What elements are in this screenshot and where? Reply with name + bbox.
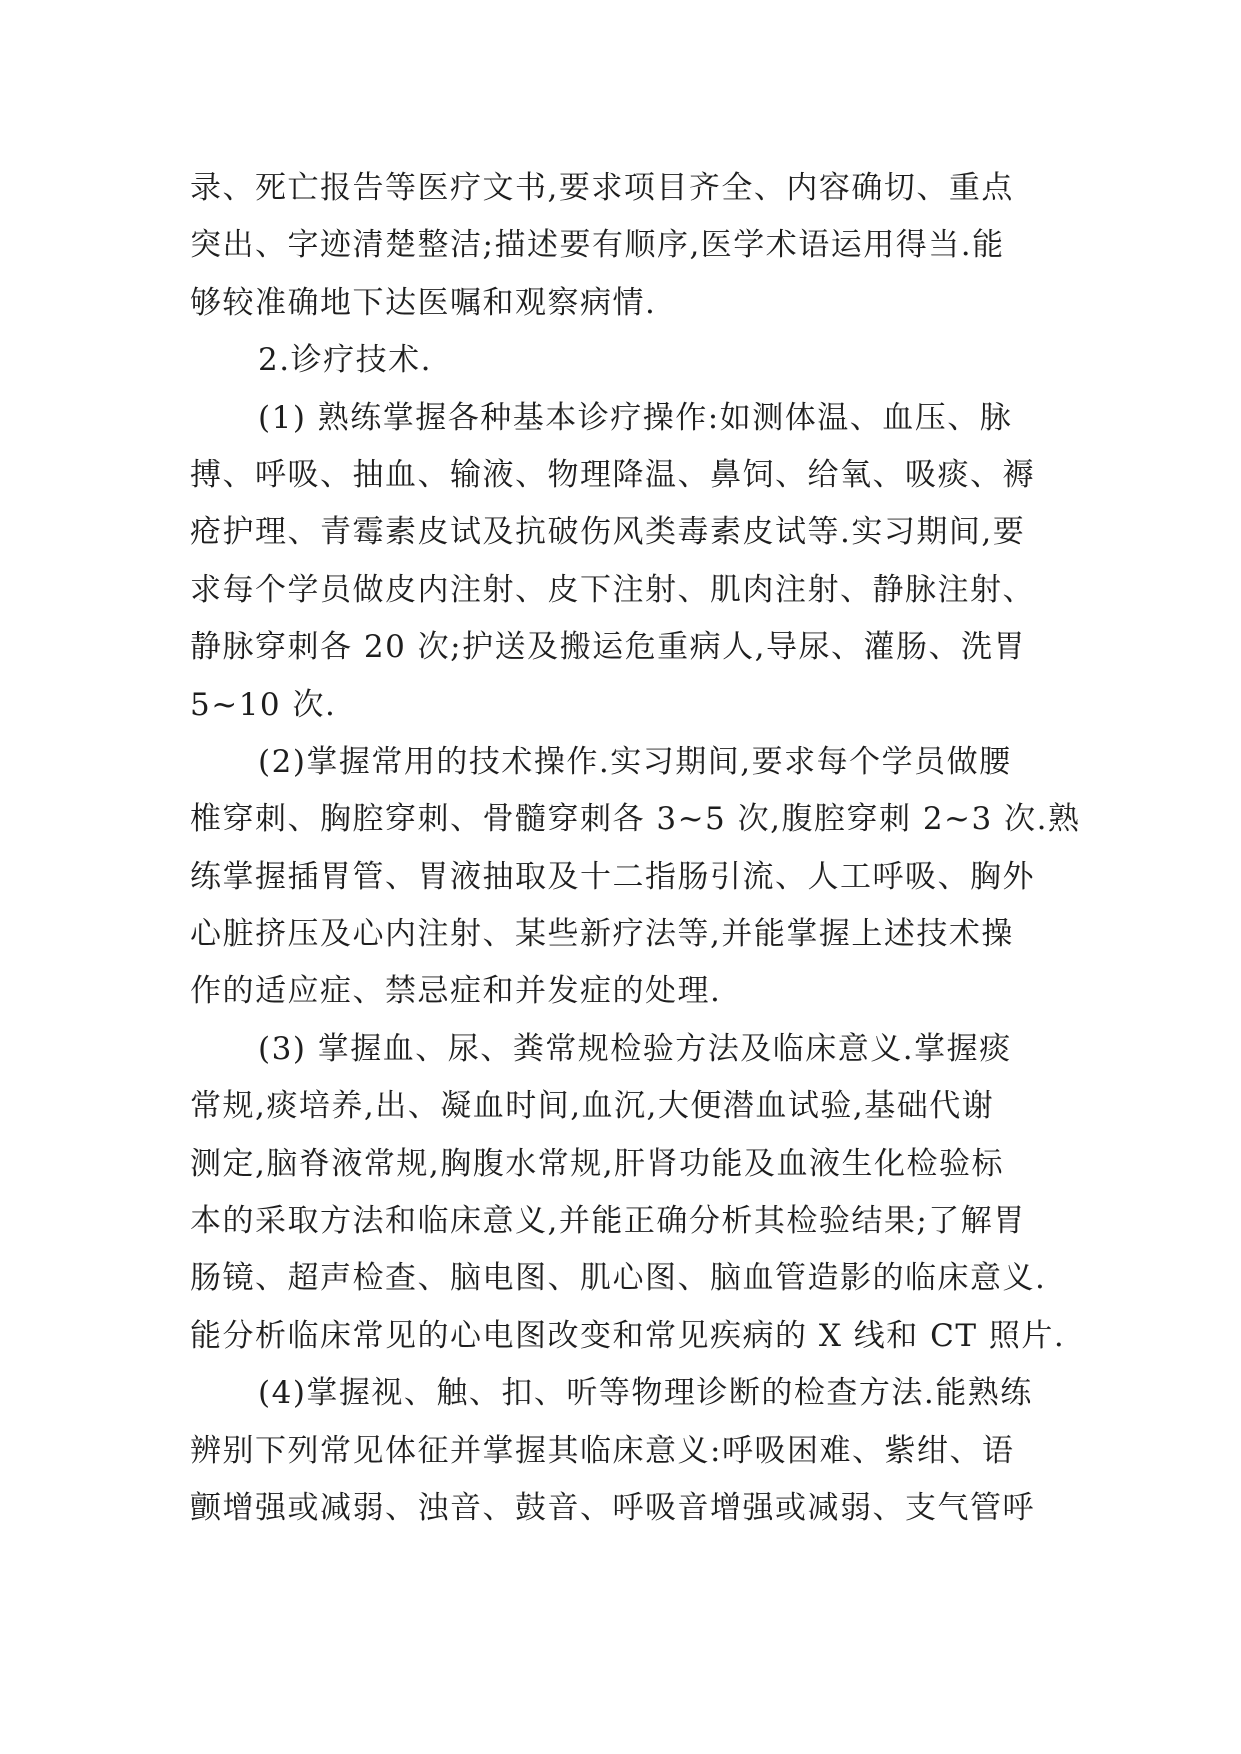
text-line: 本的采取方法和临床意义,并能正确分析其检验结果;了解胃	[190, 1203, 1026, 1240]
paragraph-start: (4)掌握视、触、扣、听等物理诊断的检查方法.能熟练	[258, 1375, 1033, 1412]
text-line: 疮护理、青霉素皮试及抗破伤风类毒素皮试等.实习期间,要	[190, 514, 1026, 551]
text-line: 辨别下列常见体征并掌握其临床意义:呼吸困难、紫绀、语	[190, 1432, 1015, 1469]
paragraph-start: (3) 掌握血、尿、粪常规检验方法及临床意义.掌握痰	[258, 1030, 1012, 1067]
text-line: 肠镜、超声检查、脑电图、肌心图、脑血管造影的临床意义.	[190, 1260, 1047, 1297]
text-line: 静脉穿刺各 20 次;护送及搬运危重病人,导尿、灌肠、洗胃	[190, 629, 1026, 666]
paragraph-start: (1) 熟练掌握各种基本诊疗操作:如测体温、血压、脉	[258, 399, 1013, 436]
text-line: 颤增强或减弱、浊音、鼓音、呼吸音增强或减弱、支气管呼	[190, 1489, 1035, 1526]
text-line: 录、死亡报告等医疗文书,要求项目齐全、内容确切、重点	[190, 170, 1014, 206]
text-line: 搏、呼吸、抽血、输液、物理降温、鼻饲、给氧、吸痰、褥	[190, 456, 1035, 493]
paragraph-start: (2)掌握常用的技术操作.实习期间,要求每个学员做腰	[258, 743, 1012, 780]
text-line: 作的适应症、禁忌症和并发症的处理.	[190, 973, 722, 1010]
text-line: 常规,痰培养,出、凝血时间,血沉,大便潜血试验,基础代谢	[190, 1088, 995, 1125]
text-line: 练掌握插胃管、胃液抽取及十二指肠引流、人工呼吸、胸外	[190, 858, 1035, 895]
text-line: 5~10 次.	[190, 686, 337, 723]
section-heading: 2.诊疗技术.	[258, 342, 432, 379]
text-line: 突出、字迹清楚整洁;描述要有顺序,医学术语运用得当.能	[190, 227, 1005, 264]
text-line: 求每个学员做皮内注射、皮下注射、肌肉注射、静脉注射、	[190, 571, 1035, 608]
document-body	[190, 160, 1081, 1537]
text-line: 椎穿刺、胸腔穿刺、骨髓穿刺各 3~5 次,腹腔穿刺 2~3 次.熟	[190, 801, 1081, 838]
text-line: 能分析临床常见的心电图改变和常见疾病的 X 线和 CT 照片.	[190, 1317, 1066, 1354]
text-line: 心脏挤压及心内注射、某些新疗法等,并能掌握上述技术操	[190, 916, 1014, 953]
text-line: 测定,脑脊液常规,胸腹水常规,肝肾功能及血液生化检验标	[190, 1145, 1005, 1182]
text-line: 够较准确地下达医嘱和观察病情.	[190, 284, 657, 321]
